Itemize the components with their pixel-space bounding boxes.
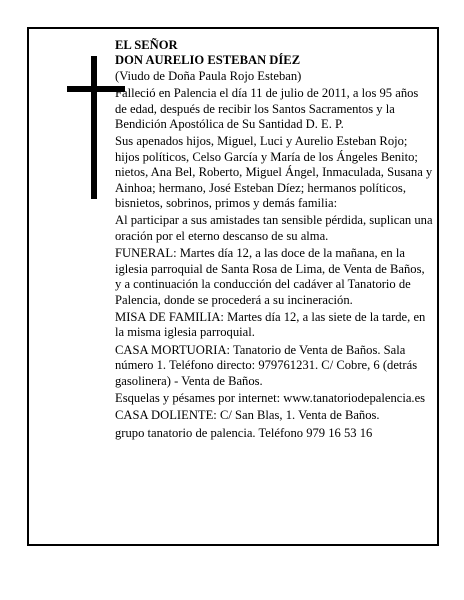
internet-paragraph: Esquelas y pésames por internet: www.tanatoriodepalencia.es <box>115 390 426 405</box>
family-mass-paragraph: MISA DE FAMILIA: Martes día 12, a las siete de la tarde, en la misma iglesia parroquial. <box>115 309 426 340</box>
group-paragraph: grupo tanatorio de palencia. Teléfono 979 16 53 16 <box>115 425 373 440</box>
widow-note: (Viudo de Doña Paula Rojo Esteban) <box>115 68 302 83</box>
death-paragraph: Falleció en Palencia el día 11 de julio de 2011, a los 95 años de edad, después de recibir los Santos Sacramentos y la Bendición Apostólica de Su Santidad D. E. P. <box>115 86 419 132</box>
mortuary-paragraph: CASA MORTUORIA: Tanatorio de Venta de Baños. Sala número 1. Teléfono directo: 979761231. C/ Cobre, 6 (detrás gasolinera) - Venta de Baños. <box>115 342 418 388</box>
deceased-name: DON AURELIO ESTEBAN DÍEZ <box>115 53 301 68</box>
heading-title: EL SEÑOR <box>115 38 178 52</box>
obituary-frame <box>27 27 439 546</box>
mourning-house-paragraph: CASA DOLIENTE: C/ San Blas, 1. Venta de Baños. <box>115 408 380 423</box>
family-paragraph: Sus apenados hijos, Miguel, Luci y Aurelio Esteban Rojo; hijos políticos, Celso García y María de los Ángeles Benito; nietos, Ana Bel, Roberto, Miguel Ángel, Inmaculada, Susana y Ainhoa; hermano, José Esteban Díez; hermanos políticos, bisnietos, sobrinos, primos y demás familia: <box>115 134 433 211</box>
funeral-paragraph: FUNERAL: Martes día 12, a las doce de la mañana, en la iglesia parroquial de Santa Rosa de Lima, de Venta de Baños, y a continuación la conducción del cadáver al Tanatorio de Palencia, donde se procederá a su incineración. <box>115 246 425 307</box>
request-paragraph: Al participar a sus amistades tan sensible pérdida, suplican una oración por el eterno descanso de su alma. <box>115 213 433 243</box>
obituary-text <box>115 38 433 443</box>
cross-vertical-bar <box>91 56 97 199</box>
